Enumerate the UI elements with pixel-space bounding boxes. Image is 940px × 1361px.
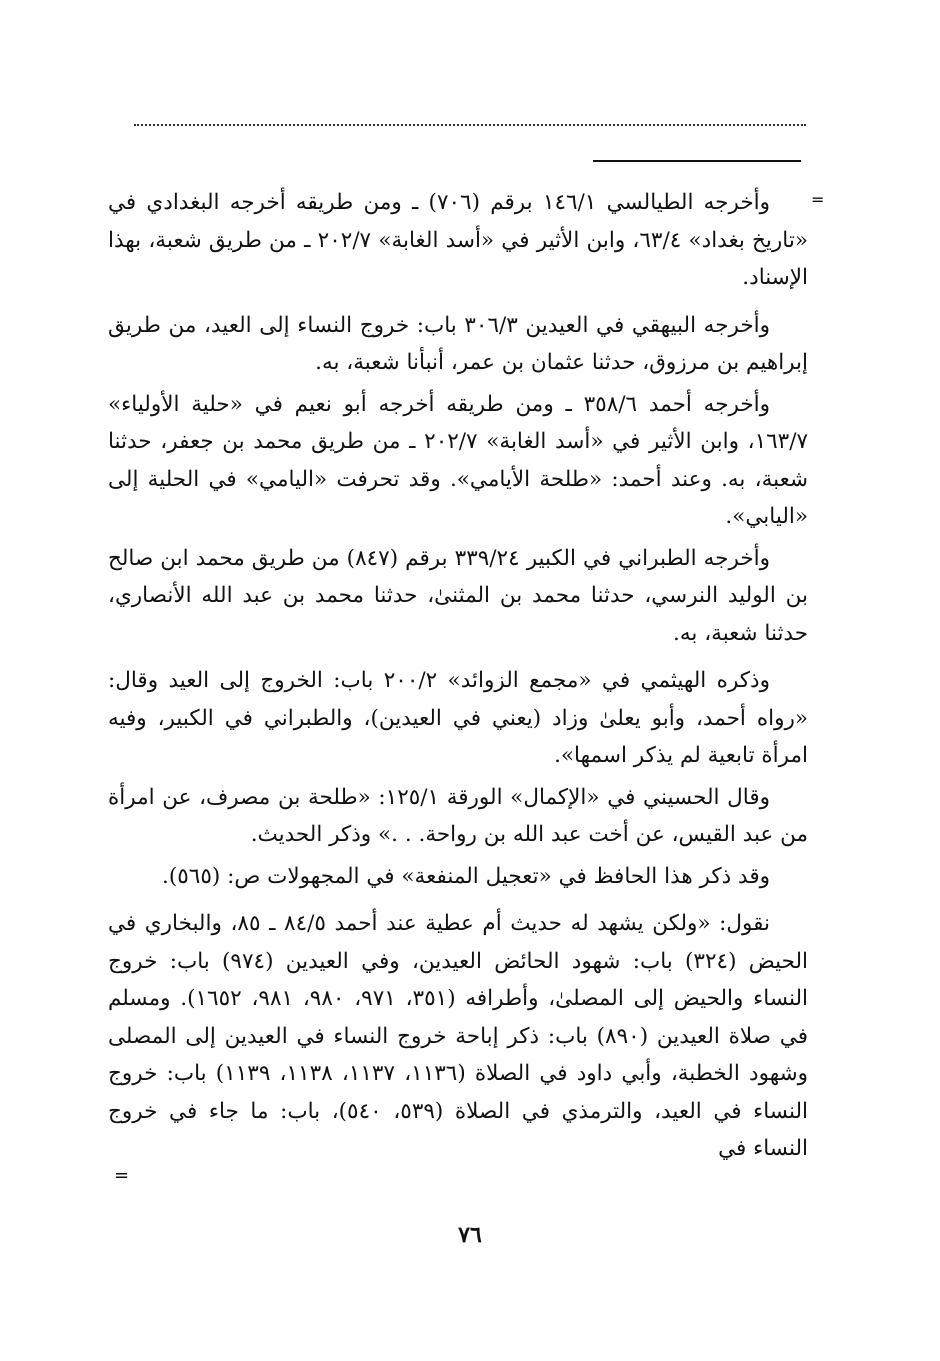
footnote-paragraph: نقول: «ولكن يشهد له حديث أم عطية عند أحمد ٨٤/٥ ـ ٨٥، والبخاري في الحيض (٣٢٤) باب: شهود الحائض العيدين، وفي العيدين (٩٧٤) باب: خروج النساء والحيض إلى المصلىٰ، وأطرافه (٣٥١، ٩٧١، ٩٨٠، ٩٨١، ١٦٥٢). ومسلم في صلاة العيدين (٨٩٠) باب: ذكر إباحة خروج النساء في العيدين إلى المصلى وشهود الخطبة، وأبي داود في الصلاة (١١٣٦، ١١٣٧، ١١٣٨، ١١٣٩) باب: خروج النساء في العيد، والترمذي في الصلاة (٥٣٩، ٥٤٠)، باب: ما جاء في خروج النساء في xyxy=(108,911,809,1161)
footnote-separator-rule xyxy=(593,160,801,162)
dotted-separator xyxy=(134,124,806,126)
continuation-mark-end: = xyxy=(114,1165,130,1186)
continuation-mark: = xyxy=(811,190,825,209)
footnote-text xyxy=(108,184,808,1172)
page-number: ٧٦ xyxy=(458,1222,482,1248)
footnote-paragraph: وأخرجه الطيالسي ١٤٦/١ برقم (٧٠٦) ـ ومن طريقه أخرجه البغدادي في «تاريخ بغداد» ٦٣/٤، وابن الأثير في «أسد الغابة» ٢٠٢/٧ ـ من طريق شعبة، بهذا الإسناد. xyxy=(108,190,808,290)
footnote-paragraph: وذكره الهيثمي في «مجمع الزوائد» ٢٠٠/٢ باب: الخروج إلى العيد وقال: «رواه أحمد، وأبو يعلىٰ وزاد (يعني في العيدين)، والطبراني في الكبير، وفيه امرأة تابعية لم يذكر اسمها». xyxy=(108,668,808,768)
footnote-paragraph: وأخرجه الطبراني في الكبير ٣٣٩/٢٤ برقم (٨٤٧) من طريق محمد ابن صالح بن الوليد النرسي، حدثنا محمد بن المثنىٰ، حدثنا محمد بن عبد الله الأنصاري، حدثنا شعبة، به. xyxy=(108,545,808,646)
footnote-paragraph: وقال الحسيني في «الإكمال» الورقة ١٢٥/١: «طلحة بن مصرف، عن امرأة من عبد القيس، عن أخت عبد الله بن رواحة. . .» وذكر الحديث. xyxy=(108,784,808,847)
footnote-paragraph: وأخرجه أحمد ٣٥٨/٦ ـ ومن طريقه أخرجه أبو نعيم في «حلية الأولياء» ١٦٣/٧، وابن الأثير في «أسد الغابة» ٢٠٢/٧ ـ من طريق محمد بن جعفر، حدثنا شعبة، به. وعند أحمد: «طلحة الأيامي». وقد تحرفت «اليامي» في الحلية إلى «اليابي». xyxy=(108,391,808,529)
footnote-paragraph: وأخرجه البيهقي في العيدين ٣٠٦/٣ باب: خروج النساء إلى العيد، من طريق إبراهيم بن مرزوق، حدثنا عثمان بن عمر، أنبأنا شعبة، به. xyxy=(108,312,808,375)
footnote-paragraph: وقد ذكر هذا الحافظ في «تعجيل المنفعة» في المجهولات ص: (٥٦٥). xyxy=(162,863,770,889)
